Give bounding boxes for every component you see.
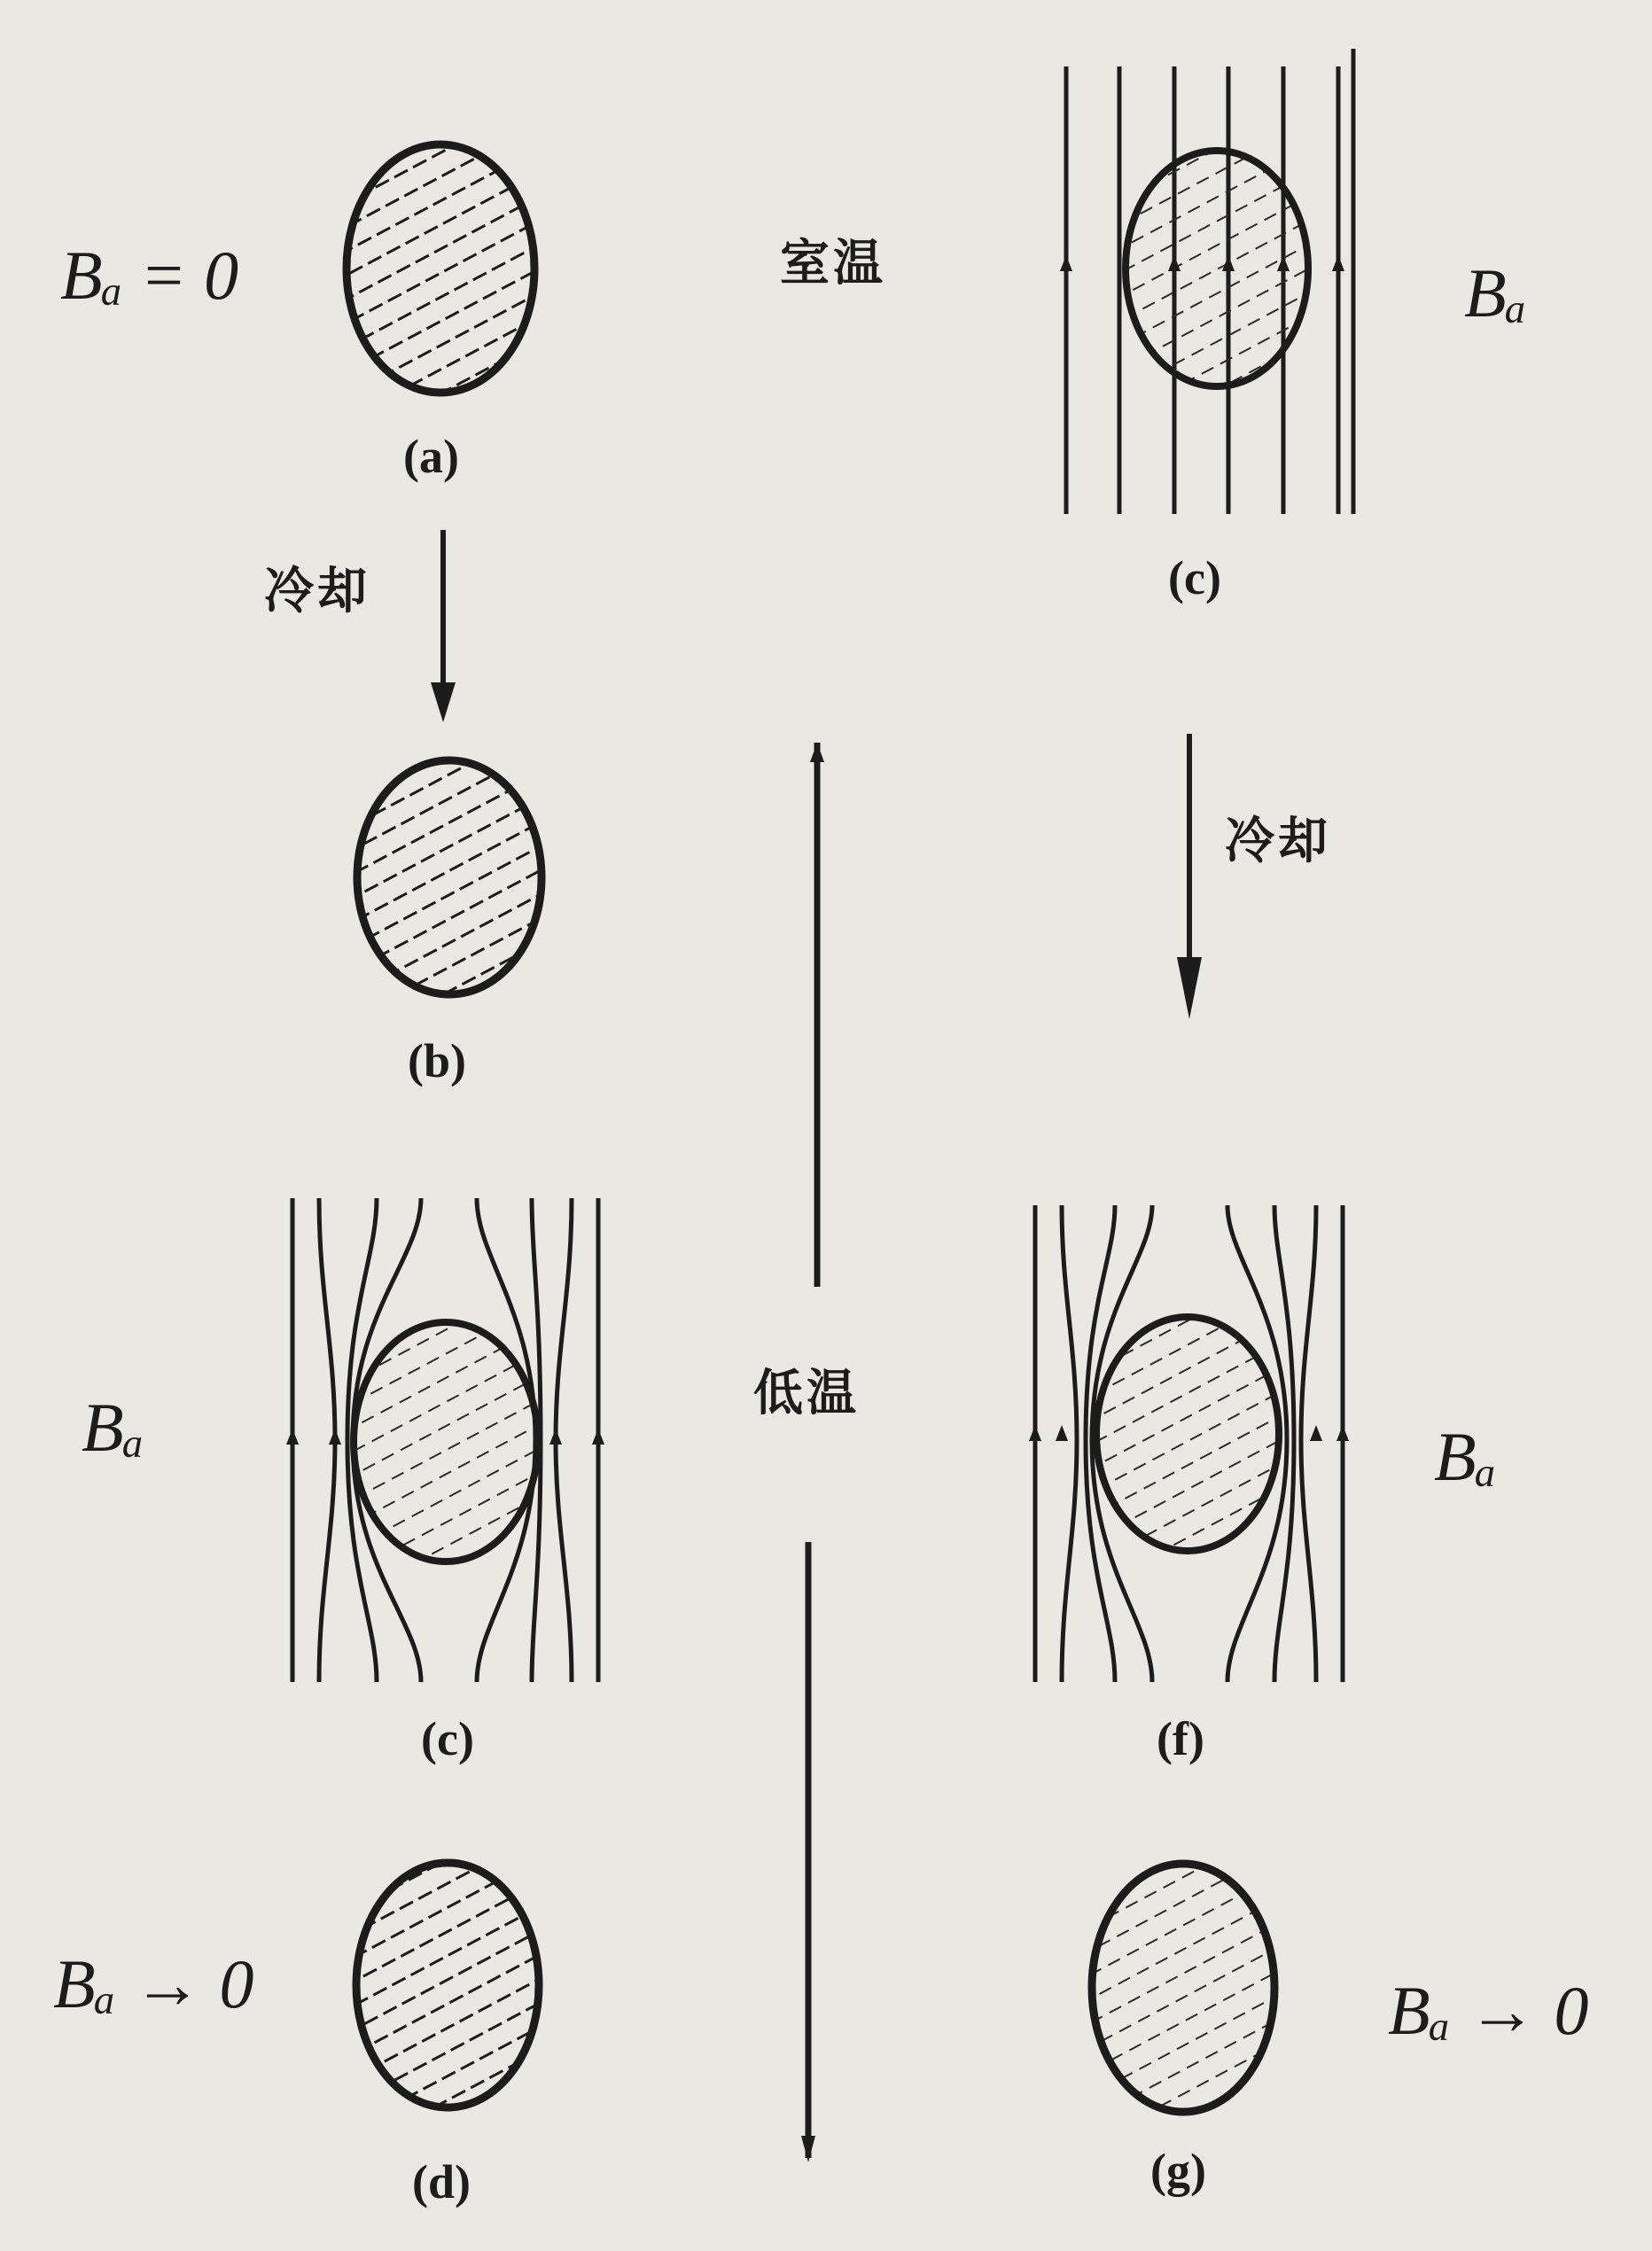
low-temperature-label: 低温: [753, 1365, 860, 1422]
room-temperature-label: 室温: [780, 235, 886, 292]
cooling-arrow-right: [1177, 734, 1202, 1019]
sample-e: [354, 1322, 538, 1562]
caption-a: (a): [403, 430, 459, 483]
caption-b: (b): [408, 1034, 466, 1087]
field-label-e: Bₐ: [82, 1389, 144, 1466]
cooling-label-left: 冷却: [264, 563, 370, 620]
field-label-g: Bₐ → 0: [1388, 1972, 1589, 2049]
field-label-d: Bₐ → 0: [53, 1945, 254, 2022]
caption-c: (c): [1168, 551, 1221, 604]
cooling-arrow-left: [431, 530, 456, 722]
sample-g: [1092, 1864, 1274, 2112]
field-label-a: Bₐ = 0: [60, 237, 239, 314]
sample-b: [357, 760, 542, 994]
sample-a: [347, 144, 534, 393]
caption-g: (g): [1150, 2144, 1206, 2197]
field-label-c: Bₐ: [1464, 254, 1527, 331]
sample-f: [1096, 1317, 1279, 1551]
cooling-label-right: 冷却: [1225, 813, 1331, 870]
temperature-axis: [801, 743, 824, 2162]
field-label-f: Bₐ: [1434, 1418, 1497, 1495]
caption-f: (f): [1157, 1712, 1204, 1765]
sample-d: [356, 1863, 539, 2107]
caption-e: (c): [421, 1712, 474, 1765]
caption-d: (d): [412, 2155, 471, 2208]
